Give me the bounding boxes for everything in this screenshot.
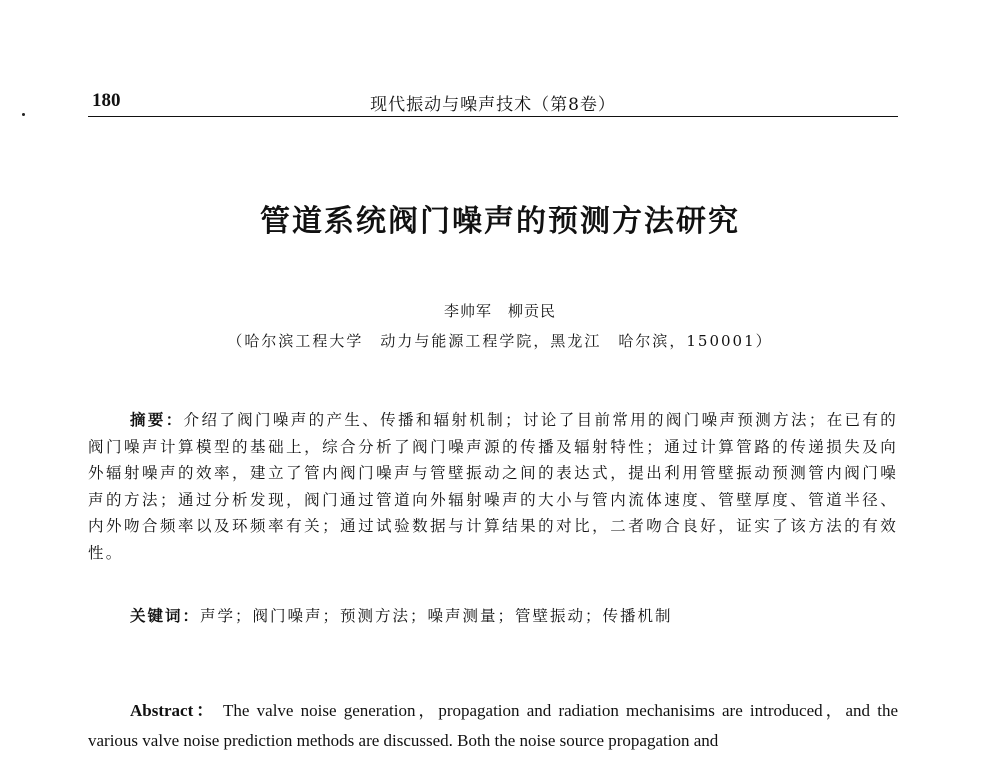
keywords bbox=[130, 604, 900, 626]
page-number: 180 bbox=[92, 90, 121, 111]
abstract-en-text: The valve noise generation，propagation and radiation mechanisims are introduced，and the various valve noise prediction methods are discussed. Both the noise source propagation and bbox=[88, 701, 899, 750]
abstract-en-label: Abstract： bbox=[130, 701, 217, 720]
scan-dot bbox=[22, 113, 25, 116]
authors: 李帅军 柳贡民 bbox=[443, 302, 556, 320]
paper-title: 管道系统阀门噪声的预测方法研究 bbox=[260, 204, 740, 239]
affiliation: （哈尔滨工程大学 动力与能源工程学院，黑龙江 哈尔滨，150001） bbox=[227, 332, 773, 350]
running-header bbox=[88, 86, 898, 117]
abstract-english bbox=[88, 696, 898, 756]
abstract-chinese bbox=[88, 407, 898, 566]
abstract-label: 摘要： bbox=[130, 410, 184, 429]
abstract-text: 介绍了阀门噪声的产生、传播和辐射机制；讨论了目前常用的阀门噪声预测方法；在已有的阀门噪声计算模型的基础上，综合分析了阀门噪声源的传播及辐射特性；通过计算管路的传递损失及向外辐射噪声的效率，建立了管内阀门噪声与管壁振动之间的表达式，提出利用管壁振动预测管内阀门噪声的方法；通过分析发现，阀门通过管道向外辐射噪声的大小与管内流体速度、管壁厚度、管道半径、内外吻合频率以及环频率有关；通过试验数据与计算结果的对比，二者吻合良好，证实了该方法的有效性。 bbox=[88, 411, 898, 562]
keywords-text: 声学；阀门噪声；预测方法；噪声测量；管壁振动；传播机制 bbox=[200, 607, 673, 625]
keywords-label: 关键词： bbox=[130, 606, 201, 625]
journal-title: 现代振动与噪声技术（第8卷） bbox=[370, 95, 616, 115]
